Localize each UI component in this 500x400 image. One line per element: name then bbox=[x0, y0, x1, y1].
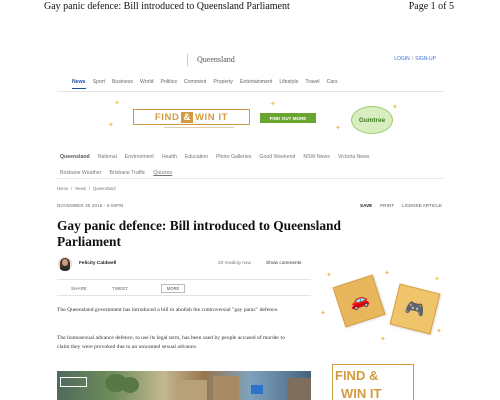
section-nav-divider bbox=[57, 178, 443, 179]
sparkle-icon: ✦ bbox=[436, 328, 442, 335]
main-nav bbox=[72, 77, 338, 89]
nav-item-sport[interactable]: Sport bbox=[92, 79, 105, 85]
license-article-button[interactable]: LICENSE ARTICLE bbox=[402, 203, 442, 208]
nav-item-comment[interactable]: Comment bbox=[183, 79, 207, 85]
section-nav-item[interactable]: Environment bbox=[124, 154, 154, 160]
site-name[interactable]: Queensland bbox=[197, 55, 235, 64]
sparkle-icon: ✦ bbox=[434, 276, 440, 283]
sidebar-find-win-logo bbox=[335, 367, 408, 400]
nav-item-news[interactable]: News bbox=[72, 77, 86, 89]
nav-item-world[interactable]: World bbox=[140, 79, 154, 85]
reading-now-count: 20 reading now bbox=[218, 261, 251, 266]
breadcrumb-separator: / bbox=[88, 186, 90, 191]
breadcrumb-home[interactable]: Home bbox=[57, 186, 69, 191]
find-out-more-button[interactable]: FIND OUT MORE bbox=[260, 113, 316, 123]
brand-word-2: WIN IT bbox=[194, 111, 229, 123]
find-win-it-logo bbox=[133, 109, 250, 125]
section-nav-item[interactable]: National bbox=[97, 154, 117, 160]
save-button[interactable]: SAVE bbox=[360, 203, 373, 208]
avatar-shoulders bbox=[61, 266, 69, 271]
image-tree bbox=[121, 377, 139, 393]
section-nav-item[interactable]: Victoria News bbox=[337, 154, 370, 160]
article-image[interactable] bbox=[57, 371, 311, 400]
section-nav-item-quizzes[interactable]: Quizzes bbox=[153, 170, 173, 176]
section-nav-item[interactable]: Health bbox=[161, 154, 177, 160]
section-nav-item[interactable]: NSW News bbox=[303, 154, 330, 160]
section-nav-item[interactable]: Brisbane Traffic bbox=[109, 170, 146, 176]
game-controller-icon: 🎮 bbox=[403, 298, 427, 321]
car-card[interactable] bbox=[333, 275, 386, 328]
nav-item-business[interactable]: Business bbox=[111, 79, 134, 85]
nav-item-politics[interactable]: Politics bbox=[160, 79, 177, 85]
section-nav-current[interactable]: Queensland bbox=[60, 154, 90, 160]
sparkle-icon: ✦ bbox=[326, 272, 332, 279]
article-tools bbox=[360, 203, 442, 208]
nav-item-travel[interactable]: Travel bbox=[305, 79, 320, 85]
car-icon: 🚗 bbox=[347, 290, 372, 313]
image-building bbox=[287, 378, 311, 400]
sparkle-icon: ✦ bbox=[392, 104, 398, 111]
share-bar bbox=[57, 279, 311, 296]
sidebar-brand-line-2: WIN IT bbox=[341, 386, 382, 400]
signup-link[interactable]: SIGN-UP bbox=[415, 56, 436, 62]
account-separator: / bbox=[411, 56, 414, 62]
section-nav-item[interactable]: Good Weekend bbox=[259, 154, 296, 160]
brand-amp: & bbox=[183, 111, 191, 123]
author-avatar[interactable] bbox=[58, 257, 72, 271]
article-paragraph: The homosexual advance defence, to use its legal term, has been used by people accused of murder to claim they were provoked due to an unwanted sexual advance. bbox=[57, 335, 285, 350]
sparkle-icon: ✦ bbox=[380, 336, 386, 343]
avatar-face bbox=[62, 259, 68, 266]
print-document-title: Gay panic defence: Bill introduced to Queensland Parliament bbox=[44, 1, 290, 12]
share-button[interactable]: SHARE bbox=[71, 286, 87, 291]
nav-item-entertainment[interactable]: Entertainment bbox=[240, 79, 273, 85]
section-nav bbox=[60, 148, 450, 182]
breadcrumb-news[interactable]: News bbox=[75, 186, 86, 191]
section-nav-item[interactable]: Photo Galleries bbox=[215, 154, 252, 160]
account-links bbox=[394, 56, 436, 62]
print-page-indicator: Page 1 of 5 bbox=[408, 1, 454, 12]
gallery-badge-icon[interactable] bbox=[60, 377, 87, 387]
nav-divider bbox=[57, 91, 443, 92]
nav-item-lifestyle[interactable]: Lifestyle bbox=[279, 79, 299, 85]
article-headline: Gay panic defence: Bill introduced to Queensland Parliament bbox=[57, 218, 341, 249]
nav-item-property[interactable]: Property bbox=[213, 79, 234, 85]
sparkle-icon: ✦ bbox=[108, 122, 114, 129]
print-header bbox=[0, 0, 500, 14]
sparkle-icon: ✦ bbox=[320, 310, 326, 317]
login-link[interactable]: LOGIN bbox=[394, 56, 410, 62]
controller-card[interactable] bbox=[390, 284, 441, 335]
sidebar-ad-cards[interactable] bbox=[316, 270, 444, 354]
breadcrumb-separator: / bbox=[71, 186, 73, 191]
sidebar-ad-banner[interactable] bbox=[316, 362, 444, 400]
banner-caption-line bbox=[164, 127, 234, 128]
image-street-sign bbox=[251, 385, 263, 394]
sparkle-icon: ✦ bbox=[335, 125, 341, 132]
byline bbox=[57, 256, 311, 272]
section-nav-item[interactable]: Education bbox=[184, 154, 208, 160]
sparkle-icon: ✦ bbox=[114, 100, 120, 107]
print-button[interactable]: PRINT bbox=[380, 203, 394, 208]
article-paragraph: The Queensland government has introduced a bill to abolish the controversial "gay panic" defence. bbox=[57, 307, 279, 313]
breadcrumb-queensland[interactable]: Queensland bbox=[93, 186, 116, 191]
image-building bbox=[213, 376, 239, 400]
brand-word-1: FIND bbox=[154, 111, 180, 123]
masthead-divider bbox=[187, 54, 188, 66]
sparkle-icon: ✦ bbox=[270, 101, 276, 108]
breadcrumb bbox=[57, 186, 116, 191]
sparkle-icon: ✦ bbox=[384, 270, 390, 277]
gumtree-logo[interactable]: Gumtree bbox=[351, 106, 393, 134]
section-nav-item[interactable]: Brisbane Weather bbox=[60, 170, 102, 176]
sidebar-brand-line-1: FIND & bbox=[335, 368, 379, 383]
author-name[interactable]: Felicity Caldwell bbox=[79, 261, 117, 266]
section-nav-row-2 bbox=[60, 164, 450, 182]
image-building bbox=[177, 380, 207, 400]
show-comments-link[interactable]: Show comments bbox=[266, 261, 302, 266]
top-banner-ad[interactable] bbox=[100, 100, 400, 140]
nav-item-cars[interactable]: Cars bbox=[326, 79, 338, 85]
tweet-button[interactable]: TWEET bbox=[112, 286, 129, 291]
masthead bbox=[0, 52, 500, 68]
article-dateline: NOVEMBER 30 2016 - 6:00PM bbox=[57, 203, 124, 208]
more-share-button[interactable]: MORE bbox=[161, 284, 185, 293]
